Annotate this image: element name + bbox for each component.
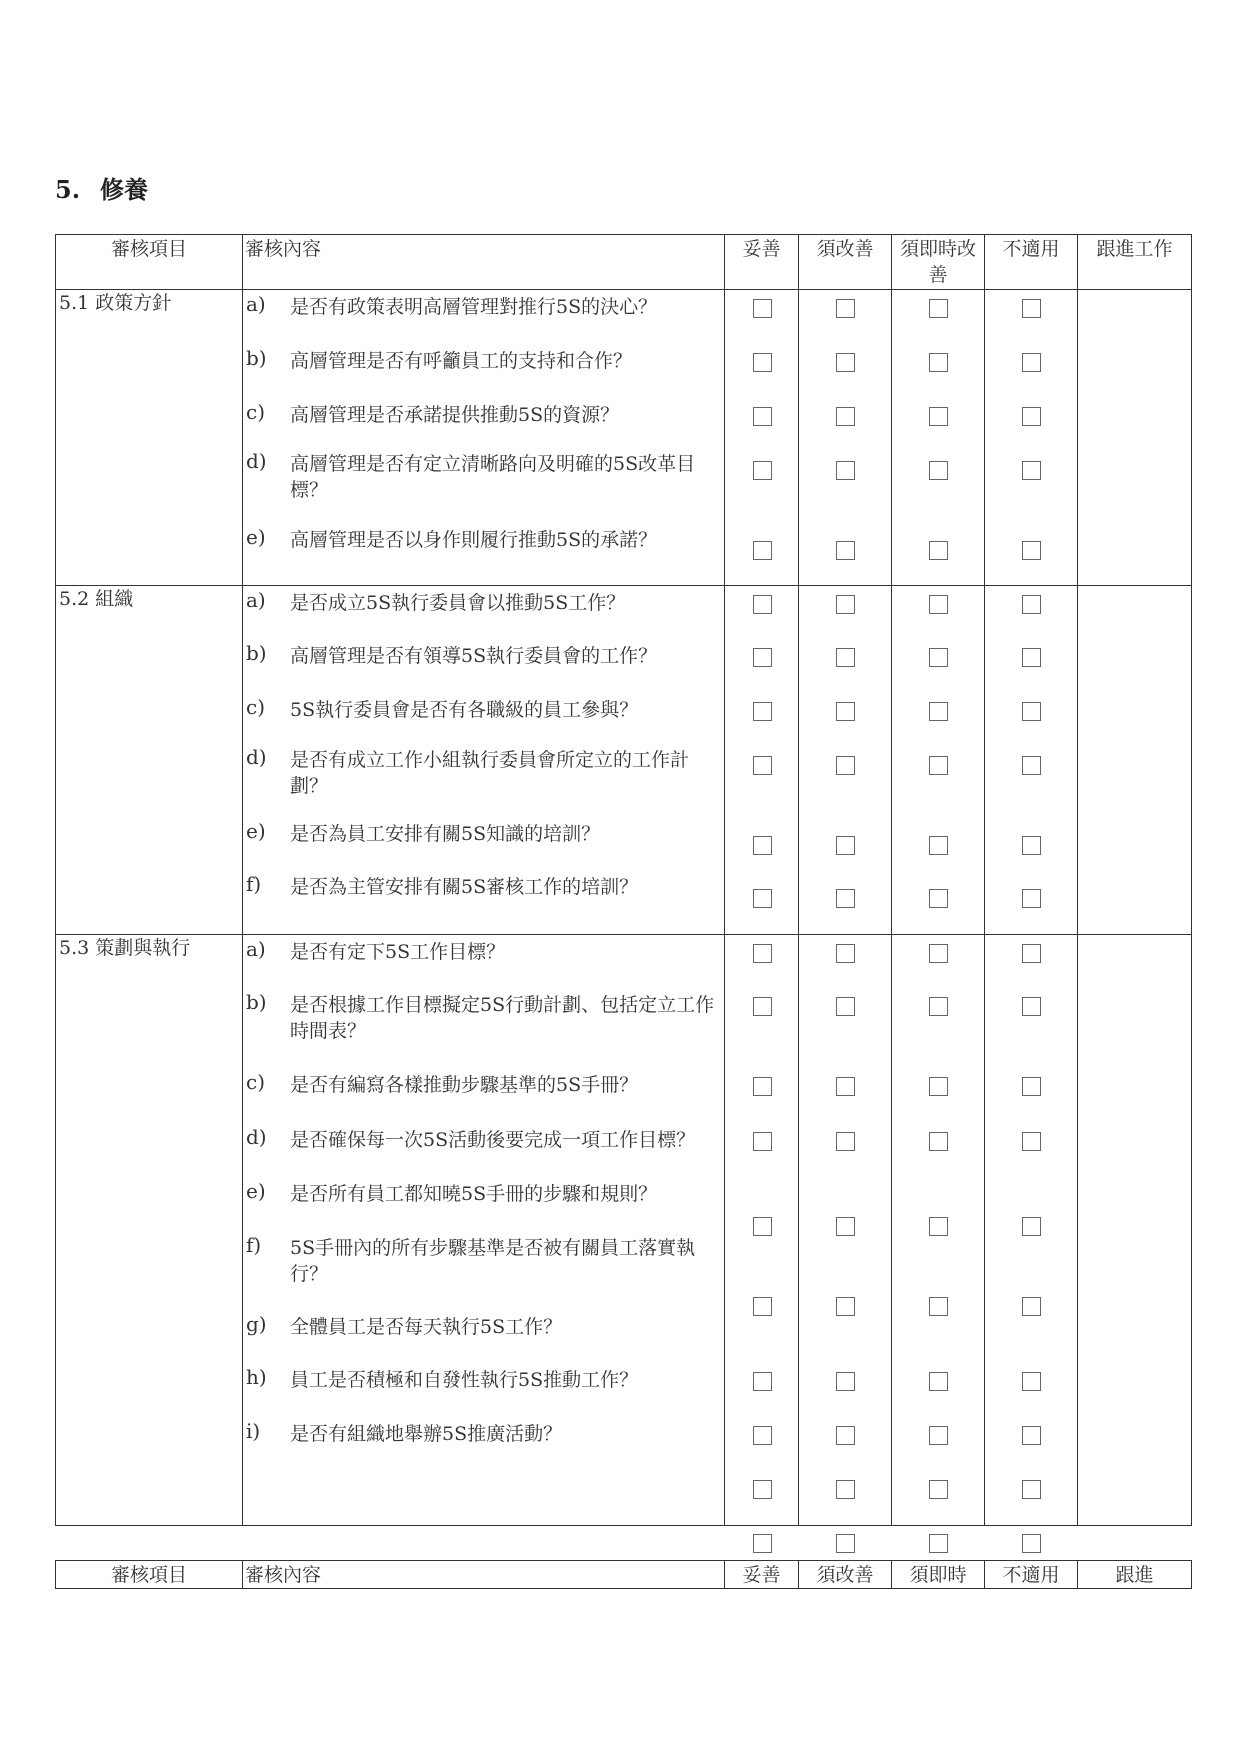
continuation-header-content: 審核內容: [243, 1561, 725, 1589]
header-not-applicable: 不適用: [985, 235, 1078, 290]
question-letter: g): [246, 1312, 267, 1336]
immediate-improvement-checkbox[interactable]: [929, 944, 948, 963]
needs-improvement-checkbox[interactable]: [836, 702, 855, 721]
question-letter: d): [246, 745, 267, 769]
question-letter: b): [246, 990, 267, 1014]
not-applicable-checkbox[interactable]: [1022, 889, 1041, 908]
satisfactory-checkbox[interactable]: [753, 1426, 772, 1445]
section-questions: [243, 935, 725, 1526]
section-row: [56, 935, 1192, 1526]
immediate-improvement-checkbox[interactable]: [929, 997, 948, 1016]
satisfactory-checkbox[interactable]: [753, 541, 772, 560]
follow-up-cell[interactable]: [1078, 935, 1192, 1526]
immediate-improvement-checkbox[interactable]: [929, 353, 948, 372]
satisfactory-checkbox[interactable]: [753, 836, 772, 855]
satisfactory-checkbox[interactable]: [753, 1480, 772, 1499]
satisfactory-checkbox[interactable]: [753, 461, 772, 480]
continuation-header-needs-improvement: 須改善: [799, 1561, 892, 1589]
not-applicable-checkbox[interactable]: [1022, 1372, 1041, 1391]
immediate-improvement-checkbox[interactable]: [929, 889, 948, 908]
continuation-header-satisfactory: 妥善: [725, 1561, 799, 1589]
needs-improvement-checkbox[interactable]: [836, 299, 855, 318]
satisfactory-checkbox[interactable]: [753, 997, 772, 1016]
immediate-improvement-checkbox[interactable]: [929, 461, 948, 480]
question-letter: i): [246, 1419, 261, 1443]
not-applicable-checkbox[interactable]: [1022, 353, 1041, 372]
column-not-applicable: [985, 935, 1078, 1526]
satisfactory-checkbox[interactable]: [753, 756, 772, 775]
needs-improvement-checkbox[interactable]: [836, 353, 855, 372]
question-letter: b): [246, 346, 267, 370]
section-label: 5.1 政策方針: [56, 290, 243, 586]
column-immediate-improvement: [892, 586, 985, 935]
section-label: 5.3 策劃與執行: [56, 935, 243, 1526]
question-text: 高層管理是否有呼籲員工的支持和合作？: [290, 350, 633, 372]
satisfactory-checkbox[interactable]: [753, 1372, 772, 1391]
needs-improvement-checkbox[interactable]: [836, 461, 855, 480]
immediate-improvement-checkbox[interactable]: [929, 1297, 948, 1316]
section-number: 5.: [55, 175, 81, 204]
satisfactory-checkbox[interactable]: [753, 702, 772, 721]
question-text: 5S執行委員會是否有各職級的員工參與？: [290, 699, 639, 721]
question-letter: b): [246, 641, 267, 665]
needs-improvement-checkbox[interactable]: [836, 1534, 855, 1553]
question-text: 高層管理是否承諾提供推動5S的資源？: [290, 404, 620, 426]
not-applicable-checkbox[interactable]: [1022, 702, 1041, 721]
header-item: 審核項目: [56, 235, 243, 290]
needs-improvement-checkbox[interactable]: [836, 944, 855, 963]
immediate-improvement-checkbox[interactable]: [929, 702, 948, 721]
question-letter: e): [246, 1179, 266, 1203]
question-letter: f): [246, 872, 262, 896]
needs-improvement-checkbox[interactable]: [836, 407, 855, 426]
not-applicable-checkbox[interactable]: [1022, 756, 1041, 775]
not-applicable-checkbox[interactable]: [1022, 1480, 1041, 1499]
question-text: 是否為員工安排有關5S知識的培訓？: [290, 823, 601, 845]
continuation-header-follow-up: 跟進: [1078, 1561, 1192, 1589]
immediate-improvement-checkbox[interactable]: [929, 1372, 948, 1391]
needs-improvement-checkbox[interactable]: [836, 1372, 855, 1391]
column-needs-improvement: [799, 290, 892, 586]
satisfactory-checkbox[interactable]: [753, 353, 772, 372]
question-text: 5S手冊內的所有步驟基準是否被有關員工落實執行？: [290, 1237, 696, 1285]
table-header-row: [56, 235, 1192, 290]
needs-improvement-checkbox[interactable]: [836, 1297, 855, 1316]
question-letter: f): [246, 1233, 262, 1257]
immediate-improvement-checkbox[interactable]: [929, 648, 948, 667]
needs-improvement-checkbox[interactable]: [836, 1480, 855, 1499]
satisfactory-checkbox[interactable]: [753, 595, 772, 614]
satisfactory-checkbox[interactable]: [753, 1534, 772, 1553]
not-applicable-checkbox[interactable]: [1022, 1297, 1041, 1316]
question-letter: e): [246, 819, 266, 843]
question-text: 高層管理是否有定立清晰路向及明確的5S改革目標？: [290, 453, 696, 501]
needs-improvement-checkbox[interactable]: [836, 889, 855, 908]
satisfactory-checkbox[interactable]: [753, 648, 772, 667]
not-applicable-checkbox[interactable]: [1022, 944, 1041, 963]
immediate-improvement-checkbox[interactable]: [929, 1077, 948, 1096]
question-text: 是否有定下5S工作目標？: [290, 941, 506, 963]
question-letter: c): [246, 695, 266, 719]
satisfactory-checkbox[interactable]: [753, 1297, 772, 1316]
section-heading: [55, 170, 148, 205]
not-applicable-checkbox[interactable]: [1022, 1132, 1041, 1151]
immediate-improvement-checkbox[interactable]: [929, 299, 948, 318]
continuation-header-not-applicable: 不適用: [985, 1561, 1078, 1589]
question-text: 員工是否積極和自發性執行5S推動工作？: [290, 1369, 639, 1391]
continuation-header-item: 審核項目: [56, 1561, 243, 1589]
not-applicable-checkbox[interactable]: [1022, 461, 1041, 480]
section-questions: [243, 586, 725, 935]
column-immediate-improvement: [892, 935, 985, 1526]
question-letter: a): [246, 292, 266, 316]
column-not-applicable: [985, 586, 1078, 935]
section-row: [56, 586, 1192, 935]
immediate-improvement-checkbox[interactable]: [929, 756, 948, 775]
header-satisfactory: 妥善: [725, 235, 799, 290]
question-text: 高層管理是否以身作則履行推動5S的承諾？: [290, 529, 658, 551]
needs-improvement-checkbox[interactable]: [836, 1426, 855, 1445]
question-text: 是否有成立工作小組執行委員會所定立的工作計劃？: [290, 749, 690, 797]
needs-improvement-checkbox[interactable]: [836, 1132, 855, 1151]
not-applicable-checkbox[interactable]: [1022, 1426, 1041, 1445]
section-title: 修養: [100, 175, 148, 204]
immediate-improvement-checkbox[interactable]: [929, 1217, 948, 1236]
needs-improvement-checkbox[interactable]: [836, 836, 855, 855]
question-text: 全體員工是否每天執行5S工作？: [290, 1316, 563, 1338]
column-immediate-improvement: [892, 290, 985, 586]
header-needs-improvement: 須改善: [799, 235, 892, 290]
question-letter: e): [246, 525, 266, 549]
question-text: 是否確保每一次5S活動後要完成一項工作目標？: [290, 1129, 696, 1151]
not-applicable-checkbox[interactable]: [1022, 997, 1041, 1016]
audit-table: [55, 234, 1192, 1526]
satisfactory-checkbox[interactable]: [753, 407, 772, 426]
needs-improvement-checkbox[interactable]: [836, 1217, 855, 1236]
continuation-header-row: [56, 1561, 1192, 1589]
needs-improvement-checkbox[interactable]: [836, 648, 855, 667]
needs-improvement-checkbox[interactable]: [836, 1077, 855, 1096]
question-letter: d): [246, 449, 267, 473]
question-text: 是否有組織地舉辦5S推廣活動？: [290, 1423, 563, 1445]
question-text: 是否根據工作目標擬定5S行動計劃、包括定立工作時間表？: [290, 994, 715, 1042]
satisfactory-checkbox[interactable]: [753, 889, 772, 908]
column-not-applicable: [985, 290, 1078, 586]
follow-up-cell[interactable]: [1078, 290, 1192, 586]
satisfactory-checkbox[interactable]: [753, 1132, 772, 1151]
column-satisfactory: [725, 935, 799, 1526]
not-applicable-checkbox[interactable]: [1022, 836, 1041, 855]
not-applicable-checkbox[interactable]: [1022, 595, 1041, 614]
immediate-improvement-checkbox[interactable]: [929, 1132, 948, 1151]
needs-improvement-checkbox[interactable]: [836, 595, 855, 614]
needs-improvement-checkbox[interactable]: [836, 541, 855, 560]
question-letter: c): [246, 1070, 266, 1094]
satisfactory-checkbox[interactable]: [753, 1217, 772, 1236]
immediate-improvement-checkbox[interactable]: [929, 541, 948, 560]
question-letter: a): [246, 937, 266, 961]
header-follow-up: 跟進工作: [1078, 235, 1192, 290]
needs-improvement-checkbox[interactable]: [836, 997, 855, 1016]
section-questions: [243, 290, 725, 586]
question-text: 是否成立5S執行委員會以推動5S工作？: [290, 592, 626, 614]
question-letter: c): [246, 400, 266, 424]
not-applicable-checkbox[interactable]: [1022, 541, 1041, 560]
section-label: 5.2 組織: [56, 586, 243, 935]
question-letter: d): [246, 1125, 267, 1149]
immediate-improvement-checkbox[interactable]: [929, 595, 948, 614]
header-content: 審核內容: [243, 235, 725, 290]
question-text: 是否所有員工都知曉5S手冊的步驟和規則？: [290, 1183, 658, 1205]
satisfactory-checkbox[interactable]: [753, 1077, 772, 1096]
column-needs-improvement: [799, 935, 892, 1526]
not-applicable-checkbox[interactable]: [1022, 1077, 1041, 1096]
column-needs-improvement: [799, 586, 892, 935]
not-applicable-checkbox[interactable]: [1022, 648, 1041, 667]
immediate-improvement-checkbox[interactable]: [929, 1426, 948, 1445]
question-letter: a): [246, 588, 266, 612]
continuation-header-table: [55, 1560, 1192, 1589]
continuation-header-immediate: 須即時: [892, 1561, 985, 1589]
not-applicable-checkbox[interactable]: [1022, 1534, 1041, 1553]
not-applicable-checkbox[interactable]: [1022, 299, 1041, 318]
immediate-improvement-checkbox[interactable]: [929, 836, 948, 855]
needs-improvement-checkbox[interactable]: [836, 756, 855, 775]
immediate-improvement-checkbox[interactable]: [929, 407, 948, 426]
not-applicable-checkbox[interactable]: [1022, 1217, 1041, 1236]
question-text: 高層管理是否有領導5S執行委員會的工作？: [290, 645, 658, 667]
column-satisfactory: [725, 586, 799, 935]
column-satisfactory: [725, 290, 799, 586]
question-letter: h): [246, 1365, 267, 1389]
question-text: 是否有編寫各樣推動步驟基準的5S手冊？: [290, 1074, 639, 1096]
question-text: 是否為主管安排有關5S審核工作的培訓？: [290, 876, 639, 898]
immediate-improvement-checkbox[interactable]: [929, 1480, 948, 1499]
satisfactory-checkbox[interactable]: [753, 299, 772, 318]
not-applicable-checkbox[interactable]: [1022, 407, 1041, 426]
header-immediate-improvement: 須即時改善: [892, 235, 985, 290]
question-text: 是否有政策表明高層管理對推行5S的決心？: [290, 296, 658, 318]
immediate-improvement-checkbox[interactable]: [929, 1534, 948, 1553]
section-row: [56, 290, 1192, 586]
follow-up-cell[interactable]: [1078, 586, 1192, 935]
satisfactory-checkbox[interactable]: [753, 944, 772, 963]
